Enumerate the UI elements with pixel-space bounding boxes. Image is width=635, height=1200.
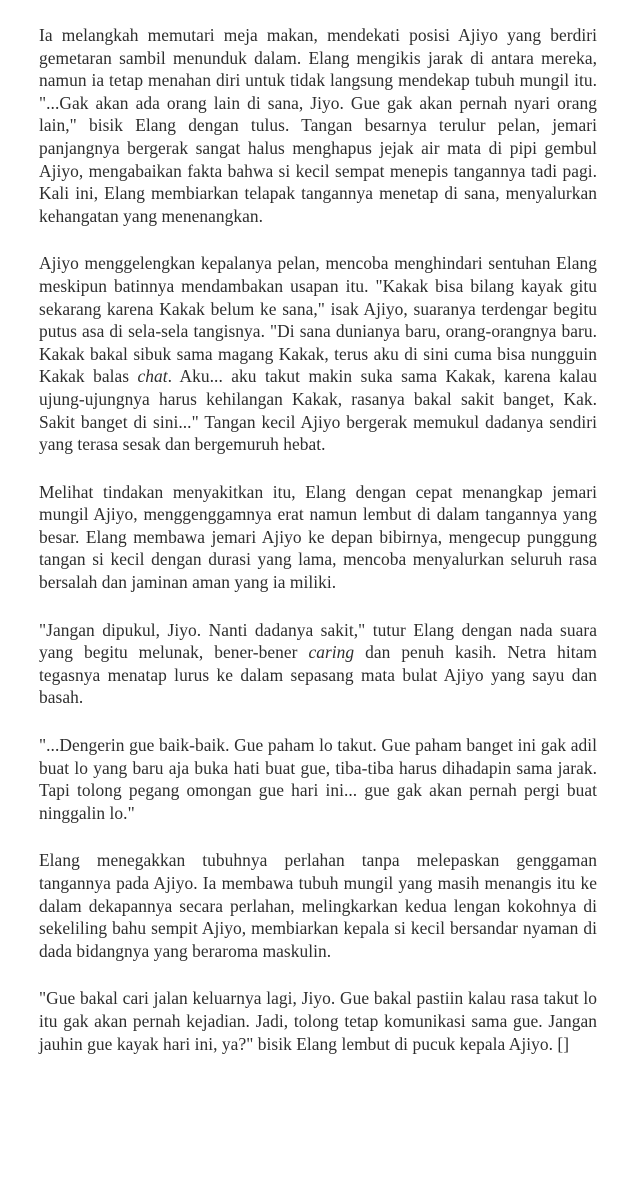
- paragraph-3: [39, 481, 597, 594]
- text-segment: Melihat tindakan menyakitkan itu, Elang dengan cepat menangkap jemari mungil Ajiyo, menggenggamnya erat namun lembut di dalam tangannya yang besar. Elang membawa jemari Ajiyo ke depan bibirnya, mengecup punggung tangan si kecil dengan durasi yang lama, mencoba menyalurkan seluruh rasa bersalah dan jaminan aman yang ia miliki.: [39, 481, 597, 593]
- text-segment: Elang menegakkan tubuhnya perlahan tanpa melepaskan genggaman tangannya pada Ajiyo. Ia membawa tubuh mungil yang masih menangis itu ke dalam dekapannya secara perlahan, melingkarkan kedua lengan kokohnya di sekeliling bahu sempit Ajiyo, membiarkan kepala si kecil bersandar nyaman di dada bidangnya yang beraroma maskulin.: [39, 850, 597, 961]
- paragraph-6: [39, 849, 597, 962]
- paragraph-2: [39, 252, 597, 455]
- text-segment: "...Dengerin gue baik-baik. Gue paham lo takut. Gue paham banget ini gak adil buat lo yang baru aja buka hati buat gue, tiba-tiba harus dihadapin sama jarak. Tapi tolong pegang omongan gue hari ini... gue gak akan pernah pergi buat ninggalin lo.": [39, 735, 597, 823]
- paragraph-5: [39, 734, 597, 824]
- italic-term-caring: caring: [308, 642, 355, 663]
- text-segment: Ajiyo menggelengkan kepalanya pelan, mencoba menghindari sentuhan Elang meskipun batinnya mendambakan usapan itu. "Kakak bisa bilang kayak gitu sekarang karena Kakak belum ke sana," isak Ajiyo, suaranya terdengar begitu putus asa di sela-sela tangisnya. "Di sana dunianya baru, orang-orangnya baru. Kakak bakal sibuk sama magang Kakak, terus aku di sini cuma bisa nungguin Kakak balas: [39, 253, 597, 387]
- paragraph-4: [39, 619, 597, 709]
- paragraph-7: [39, 987, 597, 1055]
- paragraph-1: [39, 24, 597, 227]
- text-segment: dan penuh kasih. Netra hitam tegasnya menatap lurus ke dalam sepasang mata bulat Ajiyo yang sayu dan basah.: [39, 642, 597, 708]
- text-segment: "Jangan dipukul, Jiyo. Nanti dadanya sakit," tutur Elang dengan nada suara yang begitu melunak, bener-bener: [39, 619, 597, 663]
- italic-term-chat: chat: [137, 366, 168, 387]
- text-segment: . Aku... aku takut makin suka sama Kakak, karena kalau ujung-ujungnya harus kehilangan Kakak, rasanya bakal sakit banget, Kak. Sakit banget di sini..." Tangan kecil Ajiyo bergerak memukul dadanya sendiri yang terasa sesak dan bergemuruh hebat.: [39, 366, 597, 455]
- text-segment: Ia melangkah memutari meja makan, mendekati posisi Ajiyo yang berdiri gemetaran sambil menunduk dalam. Elang mengikis jarak di antara mereka, namun ia tetap menahan diri untuk tidak langsung mendekap tubuh mungil itu. "...Gak akan ada orang lain di sana, Jiyo. Gue gak akan pernah nyari orang lain," bisik Elang dengan tulus. Tangan besarnya terulur pelan, jemari panjangnya bergerak sangat halus menghapus jejak air mata di pipi gembul Ajiyo, mengabaikan fakta bahwa si kecil sempat menepis tangannya tadi pagi. Kali ini, Elang membiarkan telapak tangannya menetap di sana, menyalurkan kehangatan yang menenangkan.: [39, 25, 597, 226]
- text-segment: "Gue bakal cari jalan keluarnya lagi, Jiyo. Gue bakal pastiin kalau rasa takut lo itu gak akan pernah kejadian. Jadi, tolong tetap komunikasi sama gue. Jangan jauhin gue kayak hari ini, ya?" bisik Elang lembut di pucuk kepala Ajiyo. []: [39, 988, 597, 1054]
